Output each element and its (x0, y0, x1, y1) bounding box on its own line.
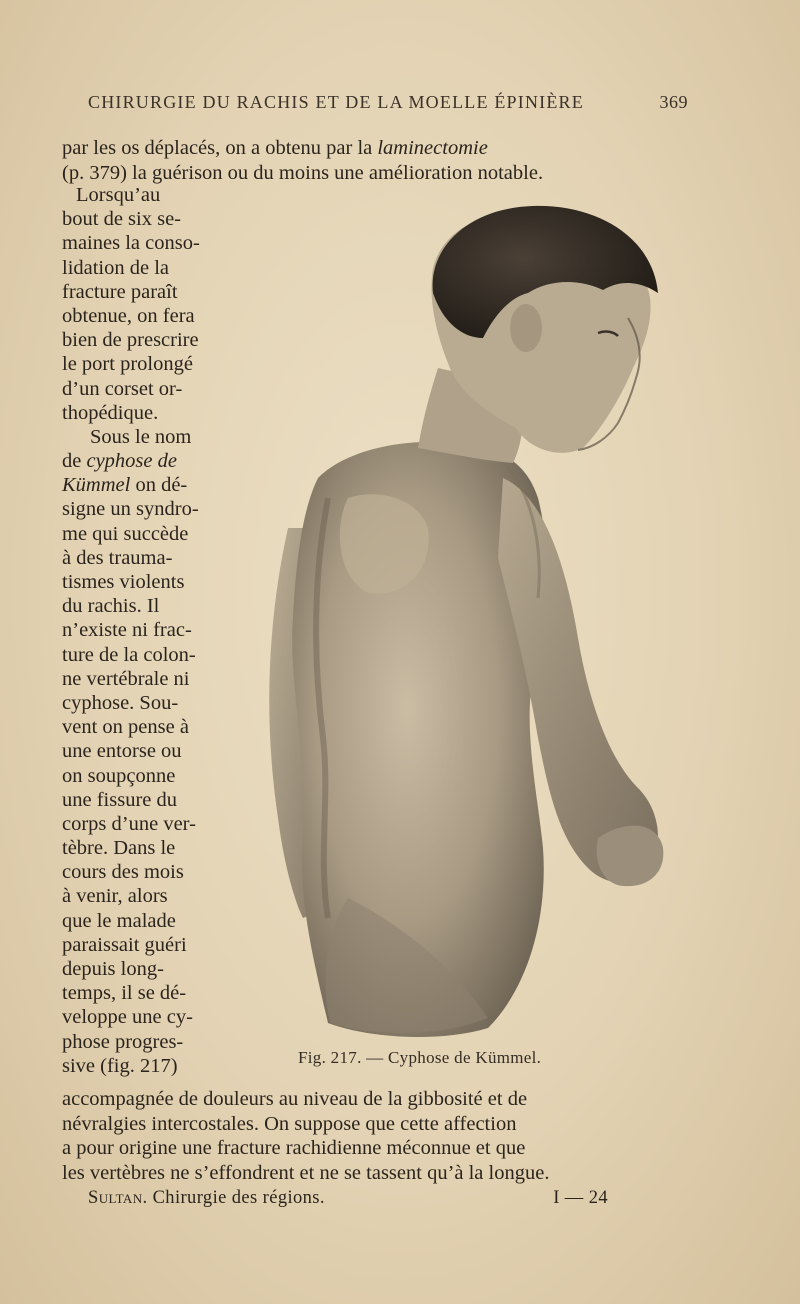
wrap-line: thopédique. (62, 401, 159, 424)
wrap-line: une entorse ou (62, 740, 182, 763)
wrap-line: cyphose. Sou- (62, 691, 179, 714)
wrap-line: veloppe une cy- (62, 1006, 193, 1029)
wrap-line: temps, il se dé- (62, 982, 187, 1005)
bottom-line: a pour origine une fracture rachidienne méconnue et que (62, 1137, 526, 1159)
bottom-paragraph (62, 1088, 690, 1186)
wrap-line: une fissure du (62, 788, 178, 811)
wrap-line: Sous le nom (90, 425, 192, 448)
footer-book-title: Sultan. Chirurgie des régions. (88, 1188, 325, 1208)
wrap-line: sive (fig. 217) (62, 1054, 178, 1077)
wrap-line: me qui succède (62, 522, 189, 545)
bottom-line: névralgies intercostales. On suppose que cette affection (62, 1112, 517, 1135)
wrap-line: que le malade (62, 909, 176, 932)
intro-line-2-text: (p. 379) la guérison ou du moins une amélioration notable. (62, 162, 544, 184)
wrap-line: à venir, alors (62, 885, 168, 908)
wrap-line: signe un syndro- (62, 498, 199, 521)
wrap-line: obtenue, on fera (62, 304, 195, 327)
page-number: 369 (659, 92, 688, 112)
wrap-line: depuis long- (62, 958, 164, 980)
wrap-line: ne vertébrale ni (62, 667, 190, 690)
wrap-line: on soupçonne (62, 764, 176, 787)
wrap-line: tismes violents (62, 571, 185, 593)
wrap-line: d’un corset or- (62, 377, 183, 400)
intro-line-1-text: par les os déplacés, on a obtenu par la laminectomie (62, 137, 488, 159)
wrap-line: à des trauma- (62, 546, 173, 569)
wrap-line: ture de la colon- (62, 643, 196, 666)
wrap-line: bien de prescrire (62, 329, 199, 352)
wrap-line: du rachis. Il (62, 595, 160, 618)
wrap-line: bout de six se- (62, 208, 181, 231)
wrap-line: Kümmel on dé- (62, 474, 188, 497)
bottom-line: accompagnée de douleurs au niveau de la gibbosité et de (62, 1088, 528, 1110)
wrap-line: corps d’une ver- (62, 812, 196, 835)
wrap-line: n’existe ni frac- (62, 619, 192, 642)
running-header (88, 92, 688, 113)
wrap-line: fracture paraît (62, 280, 178, 303)
figure-217-photograph (258, 198, 668, 1038)
wrap-line: vent on pense à (62, 716, 189, 739)
signature-mark: I — 24 (553, 1188, 608, 1208)
bottom-line: les vertèbres ne s’effondrent et ne se tassent qu’à la longue. (62, 1161, 550, 1184)
wrap-line: paraissait guéri (62, 933, 187, 956)
wrap-line: lidation de la (62, 256, 170, 279)
intro-line-1-italic: laminectomie (377, 137, 488, 159)
wrap-line: Lorsqu’au (76, 184, 161, 206)
intro-line-1 (62, 136, 690, 161)
running-title: CHIRURGIE DU RACHIS ET DE LA MOELLE ÉPINIÈRE (88, 92, 584, 112)
wrap-line: le port prolongé (62, 353, 193, 376)
wrap-line: tèbre. Dans le (62, 837, 176, 860)
wrap-line: cours des mois (62, 861, 184, 884)
footer-author: Sultan (88, 1188, 143, 1208)
figure-caption: Fig. 217. — Cyphose de Kümmel. (298, 1048, 542, 1067)
page-footer (88, 1188, 608, 1209)
wrap-line: maines la conso- (62, 232, 200, 255)
wrapped-text-column (62, 183, 248, 1078)
male-torso-profile-illustration (258, 198, 668, 1038)
wrap-line: phose progres- (62, 1030, 184, 1053)
wrap-line: de cyphose de (62, 450, 177, 473)
